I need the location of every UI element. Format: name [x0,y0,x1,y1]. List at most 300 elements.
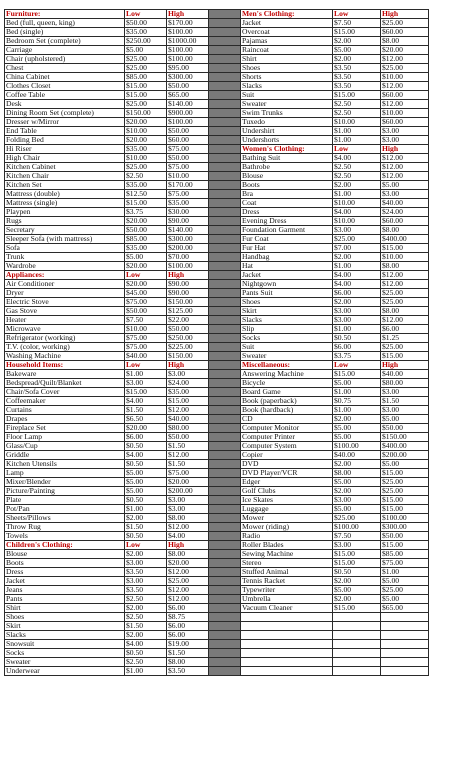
table-row [5,145,429,154]
left-high-cell: $15.00 [167,397,209,406]
left-item-cell: Jeans [5,586,125,595]
right-low-cell: $2.50 [333,172,381,181]
left-high-cell: $12.00 [167,568,209,577]
column-separator [209,658,241,667]
left-item-cell: Sheets/Pillows [5,514,125,523]
right-section-high-header: High [381,361,429,370]
right-high-cell: $1.25 [381,334,429,343]
column-separator [209,334,241,343]
right-item-cell: DVD [241,460,333,469]
left-high-cell: $35.00 [167,388,209,397]
right-section-high-header: High [381,145,429,154]
table-row [5,217,429,226]
right-low-cell: $3.75 [333,352,381,361]
right-section-title: Men's Clothing: [241,10,333,19]
left-low-cell: $50.00 [125,226,167,235]
left-high-cell: $12.00 [167,406,209,415]
table-row [5,397,429,406]
right-empty-cell [381,622,429,631]
right-low-cell: $3.00 [333,541,381,550]
table-row [5,271,429,280]
left-section-low-header: Low [125,271,167,280]
left-low-cell: $12.50 [125,190,167,199]
right-empty-cell [241,640,333,649]
left-low-cell: $2.50 [125,172,167,181]
right-item-cell: Shoes [241,64,333,73]
right-item-cell: Tuxedo [241,118,333,127]
right-item-cell: Jacket [241,19,333,28]
left-item-cell: T.V. (color, working) [5,343,125,352]
right-item-cell: Stuffed Animal [241,568,333,577]
left-low-cell: $15.00 [125,388,167,397]
column-separator [209,244,241,253]
right-high-cell: $5.00 [381,595,429,604]
left-item-cell: Throw Rug [5,523,125,532]
table-row [5,64,429,73]
column-separator [209,667,241,676]
left-item-cell: Jacket [5,577,125,586]
right-high-cell: $50.00 [381,532,429,541]
right-empty-cell [333,613,381,622]
left-item-cell: Playpen [5,208,125,217]
right-item-cell: Roller Blades [241,541,333,550]
table-row [5,316,429,325]
right-section-title: Women's Clothing: [241,145,333,154]
column-separator [209,82,241,91]
right-low-cell: $3.50 [333,82,381,91]
column-separator [209,424,241,433]
left-high-cell: $4.00 [167,532,209,541]
left-low-cell: $0.50 [125,532,167,541]
column-separator [209,55,241,64]
column-separator [209,217,241,226]
left-low-cell: $20.00 [125,424,167,433]
left-low-cell: $1.50 [125,622,167,631]
left-high-cell: $12.00 [167,586,209,595]
table-row [5,541,429,550]
right-low-cell: $25.00 [333,235,381,244]
table-row [5,640,429,649]
table-row [5,262,429,271]
right-high-cell: $12.00 [381,163,429,172]
left-item-cell: Bakeware [5,370,125,379]
right-high-cell: $5.00 [381,415,429,424]
column-separator [209,172,241,181]
left-item-cell: Coffee Table [5,91,125,100]
right-item-cell: Golf Clubs [241,487,333,496]
table-row [5,226,429,235]
left-item-cell: Kitchen Utensils [5,460,125,469]
left-high-cell: $100.00 [167,28,209,37]
left-low-cell: $2.50 [125,658,167,667]
right-high-cell: $25.00 [381,289,429,298]
right-low-cell: $5.00 [333,433,381,442]
column-separator [209,469,241,478]
left-low-cell: $50.00 [125,307,167,316]
right-item-cell: Computer Printer [241,433,333,442]
left-high-cell: $22.00 [167,316,209,325]
left-high-cell: $300.00 [167,235,209,244]
right-low-cell: $25.00 [333,514,381,523]
right-low-cell: $10.00 [333,199,381,208]
right-empty-cell [333,649,381,658]
left-item-cell: End Table [5,127,125,136]
column-separator [209,496,241,505]
left-high-cell: $50.00 [167,325,209,334]
left-section-title: Appliances: [5,271,125,280]
column-separator [209,271,241,280]
right-high-cell: $12.00 [381,154,429,163]
right-low-cell: $4.00 [333,154,381,163]
table-row [5,658,429,667]
column-separator [209,289,241,298]
right-low-cell: $15.00 [333,91,381,100]
table-row [5,136,429,145]
right-low-cell: $1.00 [333,127,381,136]
right-high-cell: $10.00 [381,253,429,262]
left-item-cell: Chest [5,64,125,73]
left-low-cell: $20.00 [125,217,167,226]
right-section-low-header: Low [333,145,381,154]
column-separator [209,46,241,55]
left-high-cell: $50.00 [167,127,209,136]
right-high-cell: $15.00 [381,505,429,514]
left-item-cell: Towels [5,532,125,541]
right-item-cell: Raincoat [241,46,333,55]
left-low-cell: $5.00 [125,478,167,487]
right-item-cell: Overcoat [241,28,333,37]
right-high-cell: $25.00 [381,487,429,496]
right-high-cell: $50.00 [381,424,429,433]
left-low-cell: $2.50 [125,613,167,622]
column-separator [209,109,241,118]
right-low-cell: $15.00 [333,604,381,613]
left-low-cell: $3.00 [125,379,167,388]
left-low-cell: $5.00 [125,469,167,478]
table-row [5,289,429,298]
right-low-cell: $15.00 [333,559,381,568]
right-low-cell: $15.00 [333,28,381,37]
left-high-cell: $150.00 [167,352,209,361]
left-high-cell: $200.00 [167,244,209,253]
right-empty-cell [381,631,429,640]
right-high-cell: $100.00 [381,514,429,523]
right-high-cell: $400.00 [381,235,429,244]
right-high-cell: $25.00 [381,586,429,595]
right-item-cell: Book (paperback) [241,397,333,406]
table-row [5,568,429,577]
left-low-cell: $250.00 [125,37,167,46]
table-row [5,28,429,37]
right-item-cell: Undershirt [241,127,333,136]
table-row [5,496,429,505]
right-empty-cell [241,622,333,631]
column-separator [209,145,241,154]
table-row [5,586,429,595]
left-low-cell: $0.50 [125,442,167,451]
right-item-cell: Swim Trunks [241,109,333,118]
right-item-cell: Slacks [241,82,333,91]
left-low-cell: $2.00 [125,514,167,523]
column-separator [209,280,241,289]
left-low-cell: $3.50 [125,568,167,577]
table-row [5,478,429,487]
table-row [5,460,429,469]
left-low-cell: $85.00 [125,235,167,244]
column-separator [209,325,241,334]
table-row [5,361,429,370]
right-item-cell: Foundation Garment [241,226,333,235]
left-high-cell: $140.00 [167,100,209,109]
left-section-title: Furniture: [5,10,125,19]
left-high-cell: $90.00 [167,217,209,226]
left-item-cell: Bedroom Set (complete) [5,37,125,46]
table-row [5,10,429,19]
left-item-cell: Mixer/Blender [5,478,125,487]
right-high-cell: $12.00 [381,100,429,109]
right-high-cell: $25.00 [381,19,429,28]
right-low-cell: $6.00 [333,289,381,298]
column-separator [209,262,241,271]
column-separator [209,451,241,460]
right-high-cell: $5.00 [381,577,429,586]
left-low-cell: $1.00 [125,505,167,514]
left-low-cell: $75.00 [125,298,167,307]
left-low-cell: $40.00 [125,352,167,361]
right-high-cell: $80.00 [381,379,429,388]
right-empty-cell [381,640,429,649]
right-low-cell: $4.00 [333,208,381,217]
left-item-cell: Coffeemaker [5,397,125,406]
right-item-cell: Bicycle [241,379,333,388]
right-low-cell: $1.00 [333,388,381,397]
left-low-cell: $7.50 [125,316,167,325]
right-section-title: Miscellaneous: [241,361,333,370]
right-item-cell: Answering Machine [241,370,333,379]
column-separator [209,154,241,163]
left-item-cell: Carriage [5,46,125,55]
right-low-cell: $4.00 [333,280,381,289]
table-row [5,109,429,118]
right-item-cell: Skirt [241,307,333,316]
right-high-cell: $1.50 [381,397,429,406]
table-row [5,514,429,523]
left-item-cell: Folding Bed [5,136,125,145]
table-row [5,577,429,586]
right-item-cell: Evening Dress [241,217,333,226]
column-separator [209,100,241,109]
right-low-cell: $1.00 [333,262,381,271]
table-row [5,487,429,496]
right-empty-cell [241,667,333,676]
right-high-cell: $8.00 [381,307,429,316]
left-item-cell: Electric Stove [5,298,125,307]
left-low-cell: $35.00 [125,145,167,154]
right-low-cell: $2.00 [333,460,381,469]
left-high-cell: $140.00 [167,226,209,235]
right-high-cell: $10.00 [381,73,429,82]
left-high-cell: $170.00 [167,181,209,190]
right-empty-cell [333,640,381,649]
right-item-cell: Pants Suit [241,289,333,298]
column-separator [209,73,241,82]
column-separator [209,298,241,307]
table-row [5,46,429,55]
right-low-cell: $5.00 [333,424,381,433]
left-item-cell: Kitchen Cabinet [5,163,125,172]
left-item-cell: Air Conditioner [5,280,125,289]
left-item-cell: Dress [5,568,125,577]
left-section-title: Children's Clothing: [5,541,125,550]
table-row [5,388,429,397]
right-section-high-header: High [381,10,429,19]
left-low-cell: $35.00 [125,181,167,190]
right-high-cell: $15.00 [381,469,429,478]
left-high-cell: $35.00 [167,199,209,208]
left-high-cell: $6.00 [167,622,209,631]
right-section-low-header: Low [333,361,381,370]
right-high-cell: $3.00 [381,136,429,145]
right-high-cell: $12.00 [381,55,429,64]
column-separator [209,406,241,415]
right-item-cell: Slacks [241,316,333,325]
right-low-cell: $0.50 [333,568,381,577]
left-high-cell: $10.00 [167,172,209,181]
right-high-cell: $8.00 [381,262,429,271]
right-high-cell: $85.00 [381,550,429,559]
left-item-cell: Griddle [5,451,125,460]
column-separator [209,307,241,316]
left-section-low-header: Low [125,361,167,370]
left-high-cell: $90.00 [167,280,209,289]
column-separator [209,478,241,487]
right-item-cell: Computer Monitor [241,424,333,433]
column-separator [209,127,241,136]
column-separator [209,433,241,442]
left-high-cell: $3.00 [167,505,209,514]
left-item-cell: Shirt [5,604,125,613]
right-item-cell: Book (hardback) [241,406,333,415]
right-item-cell: Board Game [241,388,333,397]
left-item-cell: Chair/Sofa Cover [5,388,125,397]
left-item-cell: Heater [5,316,125,325]
left-low-cell: $3.75 [125,208,167,217]
right-low-cell: $40.00 [333,451,381,460]
column-separator [209,208,241,217]
column-separator [209,505,241,514]
left-item-cell: Lamp [5,469,125,478]
left-section-low-header: Low [125,10,167,19]
right-low-cell: $3.00 [333,226,381,235]
table-row [5,118,429,127]
donation-value-sheet [4,9,429,676]
left-high-cell: $100.00 [167,55,209,64]
table-row [5,73,429,82]
column-separator [209,118,241,127]
right-high-cell: $5.00 [381,181,429,190]
right-item-cell: Stereo [241,559,333,568]
column-separator [209,190,241,199]
left-high-cell: $95.00 [167,64,209,73]
right-low-cell: $15.00 [333,370,381,379]
table-row [5,172,429,181]
left-high-cell: $20.00 [167,478,209,487]
right-low-cell: $5.00 [333,478,381,487]
right-item-cell: Typewriter [241,586,333,595]
left-low-cell: $1.50 [125,523,167,532]
left-high-cell: $1.50 [167,460,209,469]
table-row [5,523,429,532]
left-low-cell: $10.00 [125,127,167,136]
table-row [5,307,429,316]
column-separator [209,28,241,37]
right-high-cell: $60.00 [381,118,429,127]
left-high-cell: $40.00 [167,415,209,424]
right-item-cell: Computer System [241,442,333,451]
left-high-cell: $1.50 [167,649,209,658]
left-item-cell: Bed (full, queen, king) [5,19,125,28]
right-item-cell: CD [241,415,333,424]
left-low-cell: $0.50 [125,496,167,505]
left-item-cell: Sofa [5,244,125,253]
table-row [5,127,429,136]
left-item-cell: Shoes [5,613,125,622]
right-section-low-header: Low [333,10,381,19]
right-item-cell: Nightgown [241,280,333,289]
left-item-cell: Underwear [5,667,125,676]
left-item-cell: Clothes Closet [5,82,125,91]
left-high-cell: $70.00 [167,253,209,262]
right-low-cell: $2.00 [333,37,381,46]
left-high-cell: $200.00 [167,487,209,496]
left-high-cell: $100.00 [167,118,209,127]
left-item-cell: Chair (upholstered) [5,55,125,64]
column-separator [209,541,241,550]
table-row [5,370,429,379]
right-item-cell: Shoes [241,298,333,307]
table-row [5,181,429,190]
right-empty-cell [333,658,381,667]
right-item-cell: DVD Player/VCR [241,469,333,478]
left-high-cell: $3.50 [167,667,209,676]
right-item-cell: Pajamas [241,37,333,46]
left-high-cell: $50.00 [167,154,209,163]
right-item-cell: Bathrobe [241,163,333,172]
left-item-cell: Dryer [5,289,125,298]
column-separator [209,361,241,370]
left-high-cell: $30.00 [167,208,209,217]
table-row [5,37,429,46]
left-low-cell: $6.00 [125,433,167,442]
right-high-cell: $24.00 [381,208,429,217]
right-high-cell: $12.00 [381,172,429,181]
right-low-cell: $8.00 [333,469,381,478]
left-low-cell: $6.50 [125,415,167,424]
column-separator [209,379,241,388]
left-high-cell: $170.00 [167,19,209,28]
column-separator [209,622,241,631]
left-low-cell: $5.00 [125,253,167,262]
right-high-cell: $60.00 [381,28,429,37]
right-high-cell: $75.00 [381,559,429,568]
table-row [5,343,429,352]
right-item-cell: Dress [241,208,333,217]
table-row [5,19,429,28]
left-section-low-header: Low [125,541,167,550]
table-row [5,532,429,541]
left-high-cell: $75.00 [167,145,209,154]
right-empty-cell [381,613,429,622]
